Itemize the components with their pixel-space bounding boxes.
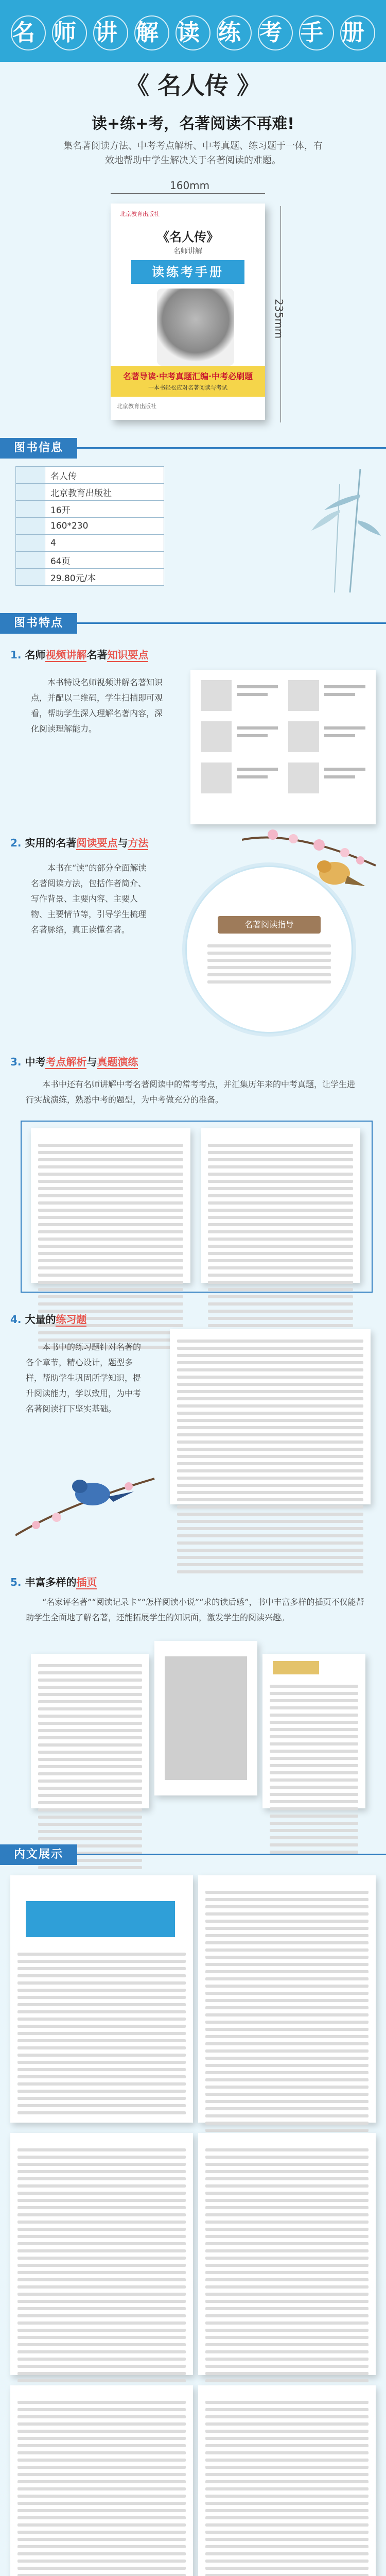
illustration-block xyxy=(165,1656,247,1780)
book-cover xyxy=(111,204,265,420)
feature-number: 5. xyxy=(10,1576,22,1588)
table-row xyxy=(16,535,164,552)
feature-5-heading xyxy=(10,1574,97,1589)
feature-text: 大量的 xyxy=(25,1313,56,1326)
table-row xyxy=(16,484,164,501)
chapter-banner xyxy=(26,1901,175,1937)
table-cell-value: 16开 xyxy=(45,501,164,518)
bamboo-decoration xyxy=(288,464,381,598)
section-book-info xyxy=(0,438,386,459)
card-tag xyxy=(273,1661,319,1674)
cover-publisher: 北京教育出版社 xyxy=(120,211,160,217)
text-lines xyxy=(17,2148,186,2394)
blossom-decoration xyxy=(242,824,381,912)
feature-number: 3. xyxy=(10,1056,22,1068)
feature-text: 丰富多样的 xyxy=(25,1576,77,1588)
section-divider xyxy=(77,447,386,449)
text-lines xyxy=(205,2148,369,2394)
banner-glyph: 练 xyxy=(217,15,252,50)
text-lines xyxy=(270,1685,358,1858)
content-page-3 xyxy=(10,2133,193,2375)
feature-highlight: 插页 xyxy=(76,1576,97,1588)
content-page-6 xyxy=(198,2385,376,2576)
feature-highlight: 方法 xyxy=(128,837,149,849)
feature-number: 4. xyxy=(10,1313,22,1326)
feature-text: 实用的名著 xyxy=(25,837,77,849)
feature-text: 名师 xyxy=(25,649,46,661)
table-row xyxy=(16,501,164,518)
intro-text: 集名著阅读方法、中考考点解析、中考真题、练习题于一体，有效地帮助中学生解决关于名著阅读的难题。 xyxy=(63,141,323,166)
feature-text: 名著 xyxy=(86,649,108,661)
feature-4-heading xyxy=(10,1311,86,1326)
banner-glyph: 师 xyxy=(52,15,87,50)
width-dimension-line xyxy=(111,193,265,194)
portrait-image xyxy=(157,289,234,366)
zoom-text-lines xyxy=(207,944,331,988)
table-cell-value: 北京教育出版社 xyxy=(45,484,164,501)
banner-glyph: 讲 xyxy=(93,15,128,50)
cover-main-title: 读练考手册 xyxy=(131,260,244,284)
text-lines xyxy=(205,2401,369,2576)
feature-number: 1. xyxy=(10,649,22,661)
content-page-1 xyxy=(10,1875,193,2123)
section-label: 图书特点 xyxy=(0,613,77,634)
feature-highlight: 视频讲解 xyxy=(45,649,87,661)
cover-subtitle: 名师讲解 xyxy=(173,247,202,256)
feature-2-heading xyxy=(10,835,148,850)
book-title: 《 名人传 》 xyxy=(125,72,261,99)
banner-glyph: 解 xyxy=(134,15,169,50)
cover-footer: 北京教育出版社 xyxy=(117,403,156,410)
cover-bar-text: 名著导读·中考真题汇编·中考必刷题 xyxy=(122,371,253,381)
feature-5-text: “名家评名著”“阅读记录卡”“怎样阅读小说”“求的读后感”，书中丰富多样的插页不仅能帮助学生全面地了解名著，还能拓展学生的知识面，激发学生的阅读兴趣。 xyxy=(26,1597,364,1622)
cover-bar-subtext: 一本书轻松应对名著阅读与考试 xyxy=(148,384,227,391)
text-lines xyxy=(177,1340,363,1578)
tagline: 读+练+考，名著阅读不再难! xyxy=(92,115,294,133)
feature-2-text: 本书在“读”的部分全面解读名著阅读方法，包括作者简介、写作背景、主要内容、主要人物、主要情节等，引导学生梳理名著脉络，真正读懂名著。 xyxy=(31,863,147,935)
cover-title: 《名人传》 xyxy=(157,229,219,244)
text-lines xyxy=(38,1664,142,1873)
feature-4-page-mock xyxy=(170,1329,371,1504)
feature-1-text: 本书特设名师视频讲解名著知识点，并配以二维码，学生扫描即可观看，帮助学生深入理解名著内容，深化阅读理解能力。 xyxy=(31,677,163,734)
book-info-table xyxy=(15,466,164,586)
cover-yellow-bar xyxy=(111,366,265,397)
feature-1-heading xyxy=(10,647,148,662)
content-page-4 xyxy=(198,2133,376,2375)
table-row xyxy=(16,569,164,586)
section-content-preview xyxy=(0,1844,386,1865)
table-cell-key xyxy=(16,484,45,501)
width-label: 160mm xyxy=(170,179,210,192)
banner-glyph: 名 xyxy=(11,15,46,50)
feature-text: 中考 xyxy=(25,1056,46,1068)
table-cell-value: 4 xyxy=(45,535,164,552)
table-row xyxy=(16,467,164,484)
banner-glyph: 手 xyxy=(299,15,334,50)
table-cell-value: 名人传 xyxy=(45,467,164,484)
feature-number: 2. xyxy=(10,837,22,849)
table-row xyxy=(16,552,164,569)
section-divider xyxy=(77,1854,386,1855)
table-cell-key xyxy=(16,535,45,552)
feature-3-page-right xyxy=(201,1128,360,1283)
zoom-title: 名著阅读指导 xyxy=(218,916,321,934)
feature-highlight: 考点解析 xyxy=(45,1056,87,1068)
table-cell-key xyxy=(16,501,45,518)
table-cell-value: 64页 xyxy=(45,552,164,569)
feature-highlight: 真题演练 xyxy=(97,1056,138,1068)
banner-title xyxy=(0,15,386,50)
feature-text: 与 xyxy=(86,1056,97,1068)
section-divider xyxy=(77,622,386,624)
section-label: 内文展示 xyxy=(0,1844,77,1865)
table-cell-key xyxy=(16,467,45,484)
feature-highlight: 练习题 xyxy=(56,1313,87,1326)
feature-3-page-left xyxy=(31,1128,190,1283)
banner-glyph: 读 xyxy=(176,15,210,50)
bird-decoration xyxy=(15,1458,160,1546)
content-page-5 xyxy=(10,2385,193,2576)
feature-highlight: 阅读要点 xyxy=(76,837,118,849)
table-cell-value: 29.80元/本 xyxy=(45,569,164,586)
table-cell-key xyxy=(16,518,45,535)
feature-highlight: 知识要点 xyxy=(107,649,149,661)
height-label: 235mm xyxy=(273,299,285,339)
table-cell-value: 160*230 xyxy=(45,518,164,535)
header-banner xyxy=(0,0,386,62)
feature-3-heading xyxy=(10,1054,138,1069)
qr-grid xyxy=(190,670,376,824)
feature-5-page-c xyxy=(262,1654,365,1808)
text-lines xyxy=(205,1891,369,2143)
table-cell-key xyxy=(16,552,45,569)
text-lines xyxy=(17,2401,186,2576)
section-features xyxy=(0,613,386,634)
table-cell-key xyxy=(16,569,45,586)
banner-glyph: 册 xyxy=(340,15,375,50)
text-lines xyxy=(17,1953,186,2119)
feature-1-page-mock xyxy=(190,670,376,824)
feature-5-page-b xyxy=(154,1641,257,1795)
section-label: 图书信息 xyxy=(0,438,77,459)
content-page-2 xyxy=(198,1875,376,2123)
feature-5-page-a xyxy=(31,1654,149,1808)
feature-text: 与 xyxy=(117,837,128,849)
feature-3-text: 本书中还有名师讲解中考名著阅读中的常考考点，并汇集历年来的中考真题，让学生进行实战演练，熟悉中考的题型，为中考做充分的准备。 xyxy=(26,1079,356,1105)
feature-4-text: 本书中的练习题针对名著的各个章节，精心设计，题型多样，帮助学生巩固所学知识，提升阅读能力，学以致用，为中考名著阅读打下坚实基础。 xyxy=(26,1342,142,1414)
banner-glyph: 考 xyxy=(258,15,293,50)
text-lines xyxy=(208,1144,353,1353)
table-row xyxy=(16,518,164,535)
